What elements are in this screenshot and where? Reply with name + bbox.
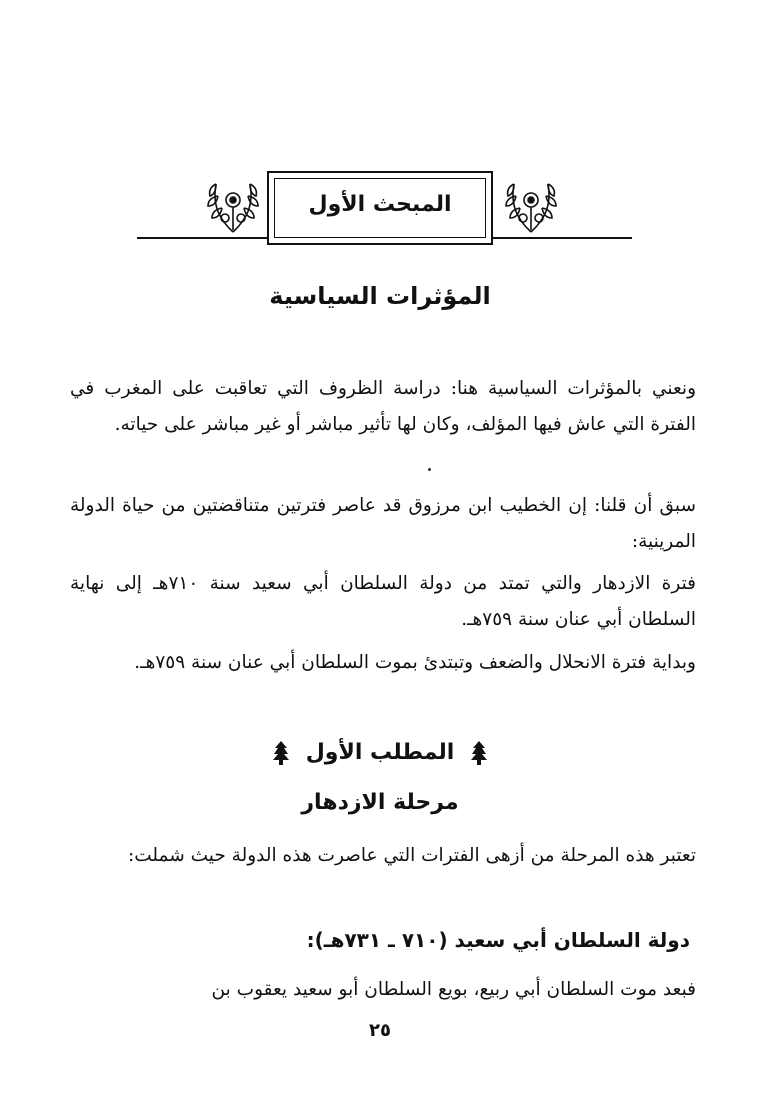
tree-icon	[272, 740, 290, 766]
floral-wreath-icon	[200, 170, 266, 236]
section-title: المبحث الأول	[308, 192, 452, 217]
tree-icon	[470, 740, 488, 766]
page-subtitle: المؤثرات السياسية	[269, 282, 491, 310]
matlab-title: المطلب الأول	[305, 740, 455, 765]
phase-title: مرحلة الازدهار	[301, 790, 459, 815]
matlab-heading	[0, 740, 760, 766]
body-paragraph: فبعد موت السلطان أبي ربيع، بويع السلطان أبو سعيد يعقوب بن	[211, 979, 696, 1000]
floral-wreath-icon	[498, 170, 564, 236]
body-paragraph: فترة الازدهار والتي تمتد من دولة السلطان أبي سعيد سنة ٧١٠هـ إلى نهاية السلطان أبي عنان سنة ٧٥٩هـ.	[70, 573, 697, 630]
section-title-box	[267, 171, 493, 245]
sultan-heading: دولة السلطان أبي سعيد (٧١٠ ـ ٧٣١هـ):	[306, 928, 690, 952]
speck	[428, 468, 431, 471]
body-paragraph: وبداية فترة الانحلال والضعف وتبتدئ بموت السلطان أبي عنان سنة ٧٥٩هـ.	[134, 652, 696, 673]
body-paragraph: تعتبر هذه المرحلة من أزهى الفترات التي عاصرت هذه الدولة حيث شملت:	[128, 845, 696, 866]
body-paragraph: ونعني بالمؤثرات السياسية هنا: دراسة الظروف التي تعاقبت على المغرب في الفترة التي عاش فيها المؤلف، وكان لها تأثير مباشر أو غير مباشر على حياته.	[70, 378, 696, 435]
body-paragraph: سبق أن قلنا: إن الخطيب ابن مرزوق قد عاصر فترتين متناقضتين من حياة الدولة المرينية:	[70, 495, 696, 552]
page-number: ٢٥	[369, 1020, 391, 1041]
